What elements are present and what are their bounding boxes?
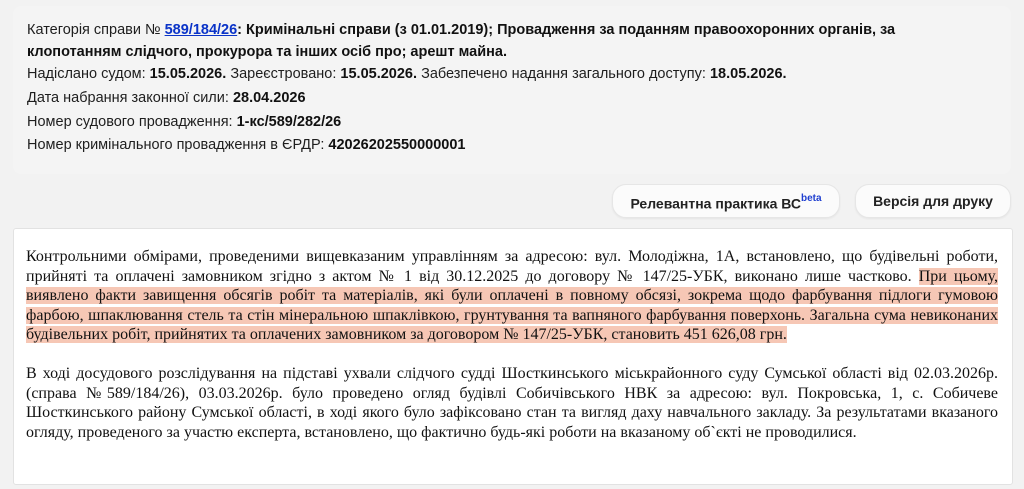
- relevant-practice-button[interactable]: [612, 184, 840, 218]
- public-access-label: Забезпечено надання загального доступу:: [421, 66, 706, 82]
- case-number-link[interactable]: 589/184/26: [164, 22, 238, 38]
- proceeding-number: 1-кс/589/282/26: [236, 114, 342, 130]
- sent-label: Надіслано судом:: [27, 66, 146, 82]
- criminal-number: 42026202550000001: [328, 137, 466, 153]
- proceeding-line: [27, 112, 341, 132]
- category-text: : Кримінальні справи (з 01.01.2019); Провадження за поданням правоохоронних органів, за: [237, 22, 896, 38]
- beta-badge: beta: [801, 193, 822, 204]
- criminal-label: Номер кримінального провадження в ЄРДР:: [27, 137, 325, 153]
- category-text-2: клопотанням слідчого, прокурора та інших осіб про; арешт майна.: [27, 44, 507, 60]
- case-category-line: [27, 20, 895, 40]
- registered-date: 15.05.2026.: [340, 66, 418, 82]
- effective-date: 28.04.2026: [232, 90, 306, 106]
- criminal-proceeding-line: [27, 135, 465, 155]
- paragraph-2-text: В ході досудового розслідування на підставі ухвали слідчого судді Шосткинського міськрайонного суду Сумської області від 02.03.2026р. (справа №589/184/26), 03.03.2026р. було проведено огляд будівлі Собичівського НВК за адресою: вул. Покровська, 1, с. Собичеве Шосткинського району Сумської області, в ході якого було зафіксовано стан та вигляд даху навчального закладу. За результатами вказаного огляду, проведеного за участю експерта, встановлено, що фактично будь-які роботи на вказаному об`єкті не проводилися.: [26, 365, 998, 441]
- document-text-area: [13, 228, 1013, 485]
- highlighted-text: При цьому, виявлено факти завищення обсягів робіт та матеріалів, які були оплачені в повному обсязі, зокрема щодо фарбування підлоги гумовою фарбою, шпаклювання стель та стін мінеральною шпаклівкою, грунтування та вапняного фарбування поверхонь. Загальна сума невиконаних будівельних робіт, прийнятих та оплачених замовником за договором № 147/25-УБК, становить 451 626,08 грн.: [26, 267, 998, 343]
- effective-date-line: [27, 88, 306, 108]
- paragraph-1-text: Контрольними обмірами, проведеними вищевказаним управлінням за адресою: вул. Молодіжна, 1А, встановлено, що будівельні роботи, прийняті та оплачені замовником згідно з актом № 1 від 30.12.2025 до договору № 147/25-УБК, виконано лише частково.: [26, 248, 998, 285]
- sent-date: 15.05.2026.: [149, 66, 227, 82]
- registered-label: Зареєстровано:: [230, 66, 337, 82]
- print-version-label: Версія для друку: [873, 193, 993, 209]
- proceeding-label: Номер судового провадження:: [27, 114, 233, 130]
- print-version-button[interactable]: [855, 184, 1011, 218]
- dates-line: [27, 64, 787, 84]
- case-category-line-2: [27, 42, 507, 62]
- relevant-practice-label: Релевантна практика ВС: [630, 195, 801, 212]
- category-label: Категорія справи №: [27, 22, 161, 38]
- paragraph-2: [26, 364, 998, 442]
- public-access-date: 18.05.2026.: [709, 66, 787, 82]
- paragraph-1: [26, 247, 998, 345]
- effective-label: Дата набрання законної сили:: [27, 90, 229, 106]
